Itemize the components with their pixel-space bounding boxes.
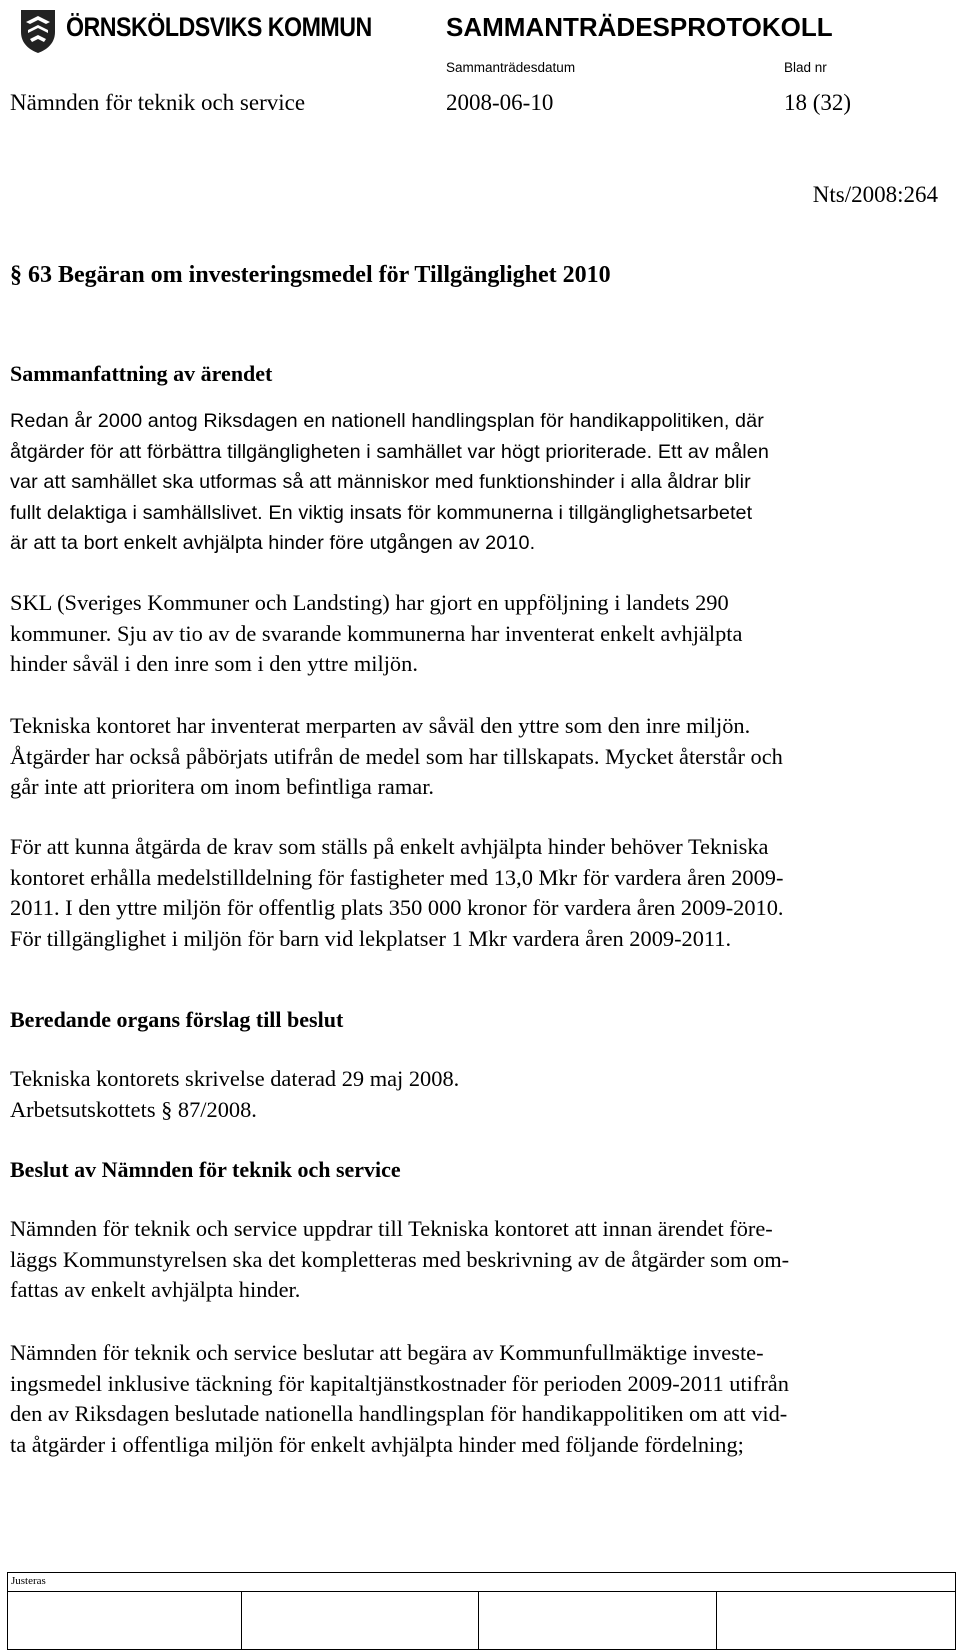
page-label: Blad nr (784, 60, 827, 75)
date-label: Sammanträdesdatum (446, 60, 576, 75)
summary-paragraph-1: Redan år 2000 antog Riksdagen en nationell handlingsplan för handikappolitiken, där åtgärder för att förbättra tillgängligheten i samhället var högt prioriterade. Ett av målen var att samhället ska utformas så att människor med funktionshinder i alla åldrar blir fullt delaktiga i samhällslivet. En viktig insats för kommunerna i tillgänglighetsarbetet är att ta bort enkelt avhjälpta hinder före utgången av 2010. (10, 410, 769, 554)
decision-paragraph-1: Nämnden för teknik och service uppdrar till Tekniska kontoret att innan ärendet före- läggs Kommunstyrelsen ska det kompletteras med beskrivning av de åtgärder som om- fattas av enkelt avhjälpta hinder. (10, 1216, 790, 1302)
summary-paragraph-4: För att kunna åtgärda de krav som ställs på enkelt avhjälpta hinder behöver Tekniska kontoret erhålla medelstilldelning för fastigheter med 13,0 Mkr för vardera åren 2009- 2011. I den yttre miljön för offentlig plats 350 000 kronor för vardera åren 2009-2010. För tillgänglighet i miljön för barn vid lekplatser 1 Mkr vardera åren 2009-2011. (10, 834, 784, 951)
signature-cell-divider (478, 1591, 479, 1649)
justeras-label: Justeras (11, 1575, 46, 1587)
committee-name: Nämnden för teknik och service (10, 90, 306, 115)
proposal-paragraph: Tekniska kontorets skrivelse daterad 29 maj 2008. Arbetsutskottets § 87/2008. (10, 1066, 460, 1122)
page-number: 18 (32) (784, 90, 852, 115)
signature-cell-divider (716, 1591, 717, 1649)
proposal-heading: Beredande organs förslag till beslut (10, 1007, 344, 1032)
signature-table-divider (8, 1591, 955, 1592)
document-type: SAMMANTRÄDESPROTOKOLL (446, 12, 833, 42)
case-reference: Nts/2008:264 (812, 182, 938, 207)
signature-table (7, 1572, 956, 1650)
decision-heading: Beslut av Nämnden för teknik och service (10, 1157, 401, 1182)
municipality-crest-icon (18, 8, 58, 54)
decision-paragraph-2: Nämnden för teknik och service beslutar att begära av Kommunfullmäktige investe- ingsmedel inklusive täckning för kapitaltjänstkostnader för perioden 2009-2011 utifrån den av Riksdagen beslutade nationella handlingsplan för handikappolitiken om att vid- ta åtgärder i offentliga miljön för enkelt avhjälpta hinder med följande fördelning; (10, 1340, 789, 1457)
organization-name: ÖRNSKÖLDSVIKS KOMMUN (66, 12, 372, 42)
summary-heading: Sammanfattning av ärendet (10, 361, 273, 386)
summary-paragraph-3: Tekniska kontoret har inventerat merparten av såväl den yttre som den inre miljön. Åtgärder har också påbörjats utifrån de medel som har tillskapats. Mycket återstår och går inte att prioritera om inom befintliga ramar. (10, 713, 783, 799)
page-title: § 63 Begäran om investeringsmedel för Tillgänglighet 2010 (10, 262, 611, 288)
summary-paragraph-2: SKL (Sveriges Kommuner och Landsting) har gjort en uppföljning i landets 290 kommuner. Sju av tio av de svarande kommunerna har inventerat enkelt avhjälpta hinder såväl i den inre som i den yttre miljön. (10, 590, 743, 676)
signature-cell-divider (241, 1591, 242, 1649)
meeting-date: 2008-06-10 (446, 90, 554, 115)
